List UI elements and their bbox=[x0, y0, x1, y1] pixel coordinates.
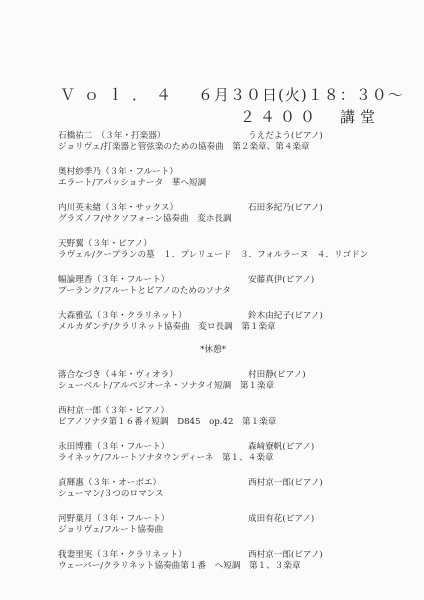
performer-name: 大森雅弘（３年・クラリネット） bbox=[58, 310, 187, 321]
work-title: プーランク/フルートとピアノのためのソナタ bbox=[58, 286, 231, 297]
accompanist-name: うえだよう(ピアノ) bbox=[248, 131, 323, 141]
work-title: ジョリヴェ/打楽器と管弦楽のための協奏曲 第２楽章、第４楽章 bbox=[58, 142, 310, 153]
work-title: メルカダンテ/クラリネット協奏曲 変ロ長調 第１楽章 bbox=[58, 322, 276, 333]
performer-name: 内川英未緒（３年・サックス） bbox=[58, 202, 179, 213]
performer-name: 落合なづき（４年・ヴィオラ） bbox=[58, 370, 178, 380]
work-title: ウェーバー/クラリネット協奏曲第１番 ヘ短調 第１、３楽章 bbox=[58, 561, 301, 572]
work-title: グラズノフ/サクソフォーン協奏曲 変ホ長調 bbox=[58, 214, 232, 225]
program-entry bbox=[58, 370, 398, 392]
concert-header bbox=[0, 0, 424, 140]
performer-name: 貞輝惠（３年・オーボエ） bbox=[58, 477, 162, 488]
concert-venue: ２４００ 講堂 bbox=[240, 108, 381, 126]
accompanist-name: 石田多紀乃(ピアノ) bbox=[248, 202, 323, 213]
work-title: ライネッケ/フルートソナタウンディーネ 第１、４楽章 bbox=[58, 453, 274, 464]
performer-name: 永田博雅（３年・フルート） bbox=[58, 441, 170, 452]
performer-name: 奥村紗季乃（３年・フルート） bbox=[58, 166, 178, 177]
accompanist-name: 村田静(ピアノ) bbox=[248, 370, 306, 380]
work-title: ジョリヴェ/フルート協奏曲 bbox=[58, 525, 164, 536]
program-entry bbox=[58, 275, 398, 297]
program-entry bbox=[58, 514, 398, 536]
program-entry bbox=[58, 131, 398, 153]
program-entry bbox=[58, 406, 398, 428]
program-entry bbox=[58, 203, 398, 225]
performer-name: 河野葉月（３年・フルート） bbox=[58, 513, 170, 524]
volume-number: Ｖｏｌ．４ bbox=[60, 86, 181, 104]
accompanist-name: 鈴木由紀子(ピアノ) bbox=[248, 310, 323, 321]
performer-name: 西村京一郎（３年・ピアノ） bbox=[58, 405, 170, 416]
performer-name: 幅論理香（３年・フルート） bbox=[58, 274, 170, 285]
work-title: ラヴェル/クープランの墓 １．プレリュード ３．フォルラーヌ ４．リゴドン bbox=[58, 250, 369, 261]
performer-name: 我妻里実（３年・クラリネット） bbox=[58, 549, 187, 560]
work-title: ピアノソナタ第１６番イ短調 D845 op.42 第１楽章 bbox=[58, 417, 277, 428]
work-title: エラート/アパッショナータ 華へ短調 bbox=[58, 178, 207, 189]
work-title: シューベルト/アルペジオーネ・ソナタイ短調 第１楽章 bbox=[58, 381, 275, 392]
work-title: シューマン/３つのロマンス bbox=[58, 489, 164, 500]
intermission-label: *休憩* bbox=[200, 344, 226, 355]
program-entry bbox=[58, 311, 398, 333]
accompanist-name: 成田有花(ピアノ) bbox=[248, 513, 315, 524]
accompanist-name: 西村京一郎(ピアノ) bbox=[248, 549, 323, 560]
program-entry bbox=[58, 442, 398, 464]
accompanist-name: 森﨑寮帆(ピアノ) bbox=[248, 441, 315, 452]
program-list bbox=[58, 131, 398, 586]
performer-name: 石橋祐二 （３年・打楽器） bbox=[58, 131, 166, 141]
program-entry bbox=[58, 478, 398, 500]
concert-date-time: ６月３０日(火)１８：３０～ bbox=[198, 86, 404, 104]
program-entry bbox=[58, 167, 398, 189]
program-entry bbox=[58, 239, 398, 261]
program-entry bbox=[58, 550, 398, 572]
accompanist-name: 安藤真伊(ピアノ) bbox=[248, 274, 315, 285]
accompanist-name: 西村京一郎(ピアノ) bbox=[248, 477, 323, 488]
performer-name: 天野翼（３年・ピアノ） bbox=[58, 238, 152, 249]
